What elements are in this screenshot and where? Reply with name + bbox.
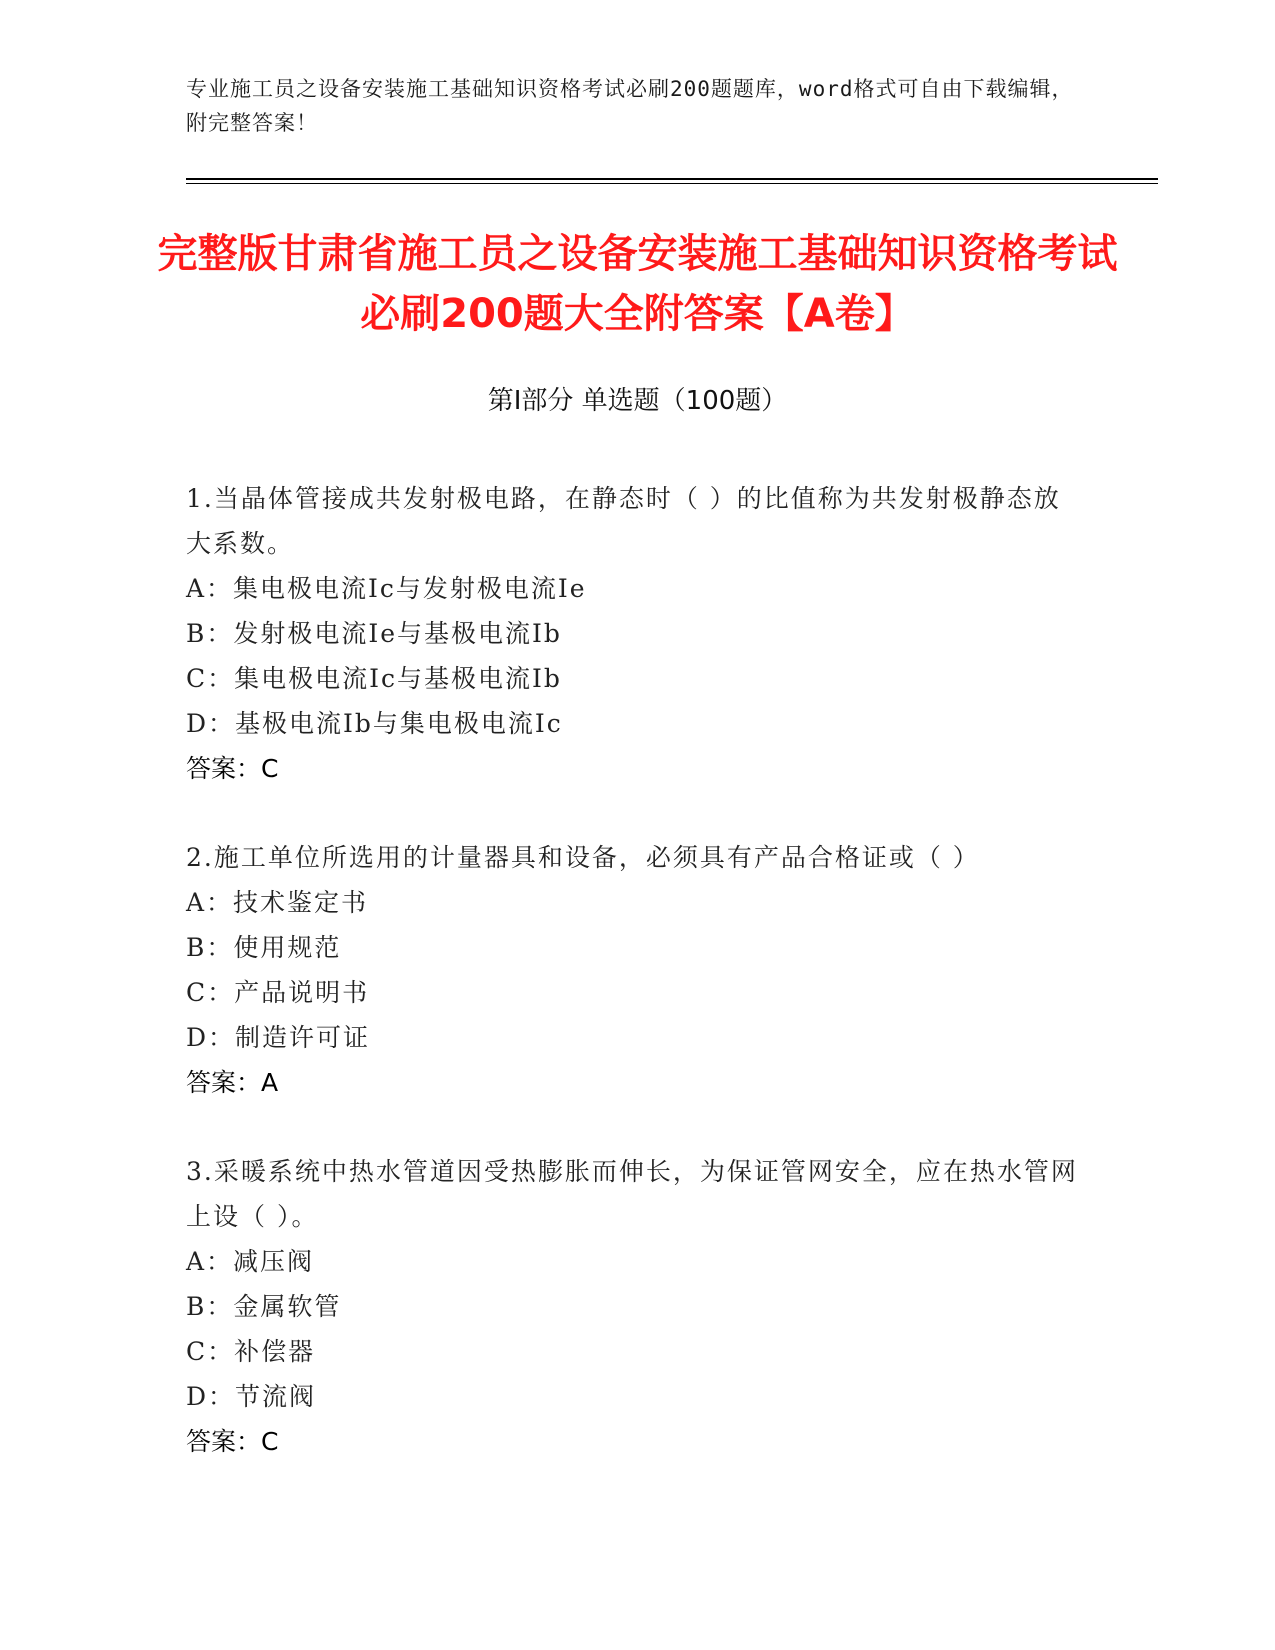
question-1 (186, 476, 1086, 791)
question-stem: 1.当晶体管接成共发射极电路，在静态时（ ）的比值称为共发射极静态放大系数。 (186, 484, 1061, 558)
option-b: B：发射极电流Ie与基极电流Ib (186, 619, 562, 648)
option-c: C：集电极电流Ic与基极电流Ib (186, 664, 562, 693)
header-divider-thick (186, 178, 1158, 180)
option-d: D：制造许可证 (186, 1023, 371, 1052)
answer: 答案：A (186, 1068, 279, 1097)
question-stem: 2.施工单位所选用的计量器具和设备，必须具有产品合格证或（ ） (186, 843, 980, 872)
option-c: C：补偿器 (186, 1337, 316, 1366)
option-d: D：节流阀 (186, 1382, 317, 1411)
question-2 (186, 835, 1086, 1105)
option-b: B：使用规范 (186, 933, 342, 962)
document-header-note: 专业施工员之设备安装施工基础知识资格考试必刷200题题库，word格式可自由下载编辑，附完整答案！ (186, 77, 1074, 135)
option-c: C：产品说明书 (186, 978, 370, 1007)
answer: 答案：C (186, 1427, 279, 1456)
answer: 答案：C (186, 754, 279, 783)
option-a: A：集电极电流Ic与发射极电流Ie (186, 574, 587, 603)
question-list (186, 476, 1086, 1464)
option-a: A：技术鉴定书 (186, 888, 369, 917)
option-d: D：基极电流Ib与集电极电流Ic (186, 709, 563, 738)
option-b: B：金属软管 (186, 1292, 342, 1321)
question-3 (186, 1149, 1086, 1464)
option-a: A：减压阀 (186, 1247, 315, 1276)
question-stem: 3.采暖系统中热水管道因受热膨胀而伸长，为保证管网安全，应在热水管网上设（ ）。 (186, 1157, 1078, 1231)
section-heading: 第I部分 单选题（100题） (487, 386, 788, 416)
header-divider-thin (186, 183, 1158, 184)
document-title: 完整版甘肃省施工员之设备安装施工基础知识资格考试必刷200题大全附答案【A卷】 (157, 231, 1118, 337)
